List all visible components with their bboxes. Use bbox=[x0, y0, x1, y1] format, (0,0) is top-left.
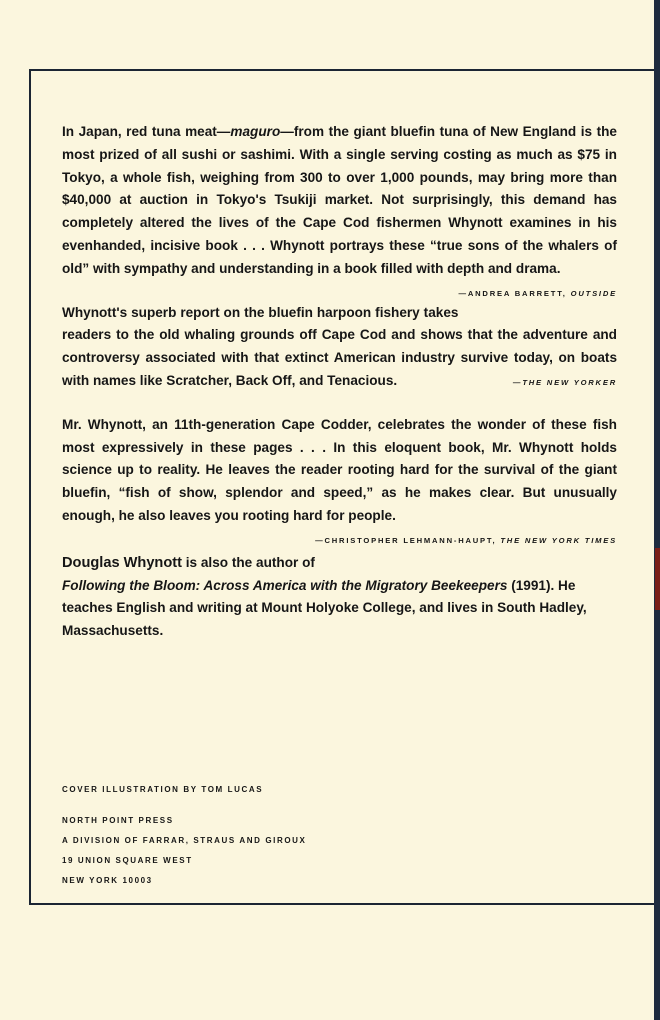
bio-text: is also the author of bbox=[181, 554, 315, 570]
book-title: Following the Bloom: Across America with the Migratory Beekeepers bbox=[62, 577, 508, 593]
bio-text: (1991). He teaches English and writing at Mount Holyoke College, and lives in South Hadley, Massachusetts. bbox=[62, 577, 587, 639]
review-blurb bbox=[62, 302, 617, 393]
review-text: Whynott's superb report on the bluefin harpoon fishery takes readers to the old whaling grounds off Cape Cod and shows that the adventure and controversy associated with that extinct American industry survive today, on boats with names like Scratcher, Back Off, and Tenacious. bbox=[62, 304, 617, 388]
review-blurb bbox=[62, 121, 617, 298]
publisher-name: NORTH POINT PRESS bbox=[62, 816, 174, 825]
review-blurb bbox=[62, 414, 617, 545]
review-italic-word: maguro bbox=[230, 124, 281, 139]
author-bio bbox=[62, 552, 617, 643]
author-name: Douglas Whynott bbox=[62, 554, 182, 571]
spine-edge bbox=[654, 0, 660, 1020]
publisher-credits bbox=[62, 780, 306, 891]
publisher-city: NEW YORK 10003 bbox=[62, 876, 153, 885]
review-text: In Japan, red tuna meat— bbox=[62, 124, 231, 139]
review-attribution bbox=[458, 283, 617, 306]
review-attribution bbox=[315, 530, 617, 553]
attribution-author: —ANDREA BARRETT, bbox=[458, 288, 567, 298]
review-text: —from the giant bluefin tuna of New England is the most prized of all sushi or sashimi. With a single serving costing as much as $75 in Tokyo, a whole fish, weighing from 300 to over 1,000 pounds, may bring more than $40,000 at auction in Tokyo's Tsukiji market. Not surprisingly, this demand has completely altered the lives of the Cape Cod fishermen Whynott examines in his evenhanded, incisive book . . . Whynott portrays these “true sons of the whalers of old” with sympathy and understanding in a book filled with depth and drama. bbox=[62, 124, 617, 276]
publisher-division: A DIVISION OF FARRAR, STRAUS AND GIROUX bbox=[62, 836, 307, 845]
attribution-source: THE NEW YORKER bbox=[522, 377, 617, 387]
review-blurbs bbox=[62, 121, 617, 664]
review-attribution bbox=[513, 372, 617, 395]
credits-spacer bbox=[62, 800, 306, 811]
review-text: Mr. Whynott, an 11th-generation Cape Codder, celebrates the wonder of these fish most expressively in these pages . . . In this eloquent book, Mr. Whynott holds science up to reality. He leaves the reader rooting hard for the survival of the giant bluefin, “fish of show, splendor and speed,” as he makes clear. But unusually enough, he also leaves you rooting hard for people. bbox=[62, 416, 617, 523]
attribution-source: OUTSIDE bbox=[570, 288, 617, 298]
attribution-author: —CHRISTOPHER LEHMANN-HAUPT, bbox=[315, 535, 497, 545]
cover-illustration-credit: COVER ILLUSTRATION BY TOM LUCAS bbox=[62, 785, 264, 794]
publisher-street: 19 UNION SQUARE WEST bbox=[62, 856, 193, 865]
spine-accent bbox=[655, 548, 660, 610]
attribution-source: THE NEW YORK TIMES bbox=[500, 535, 617, 545]
attribution-author: — bbox=[512, 377, 523, 387]
